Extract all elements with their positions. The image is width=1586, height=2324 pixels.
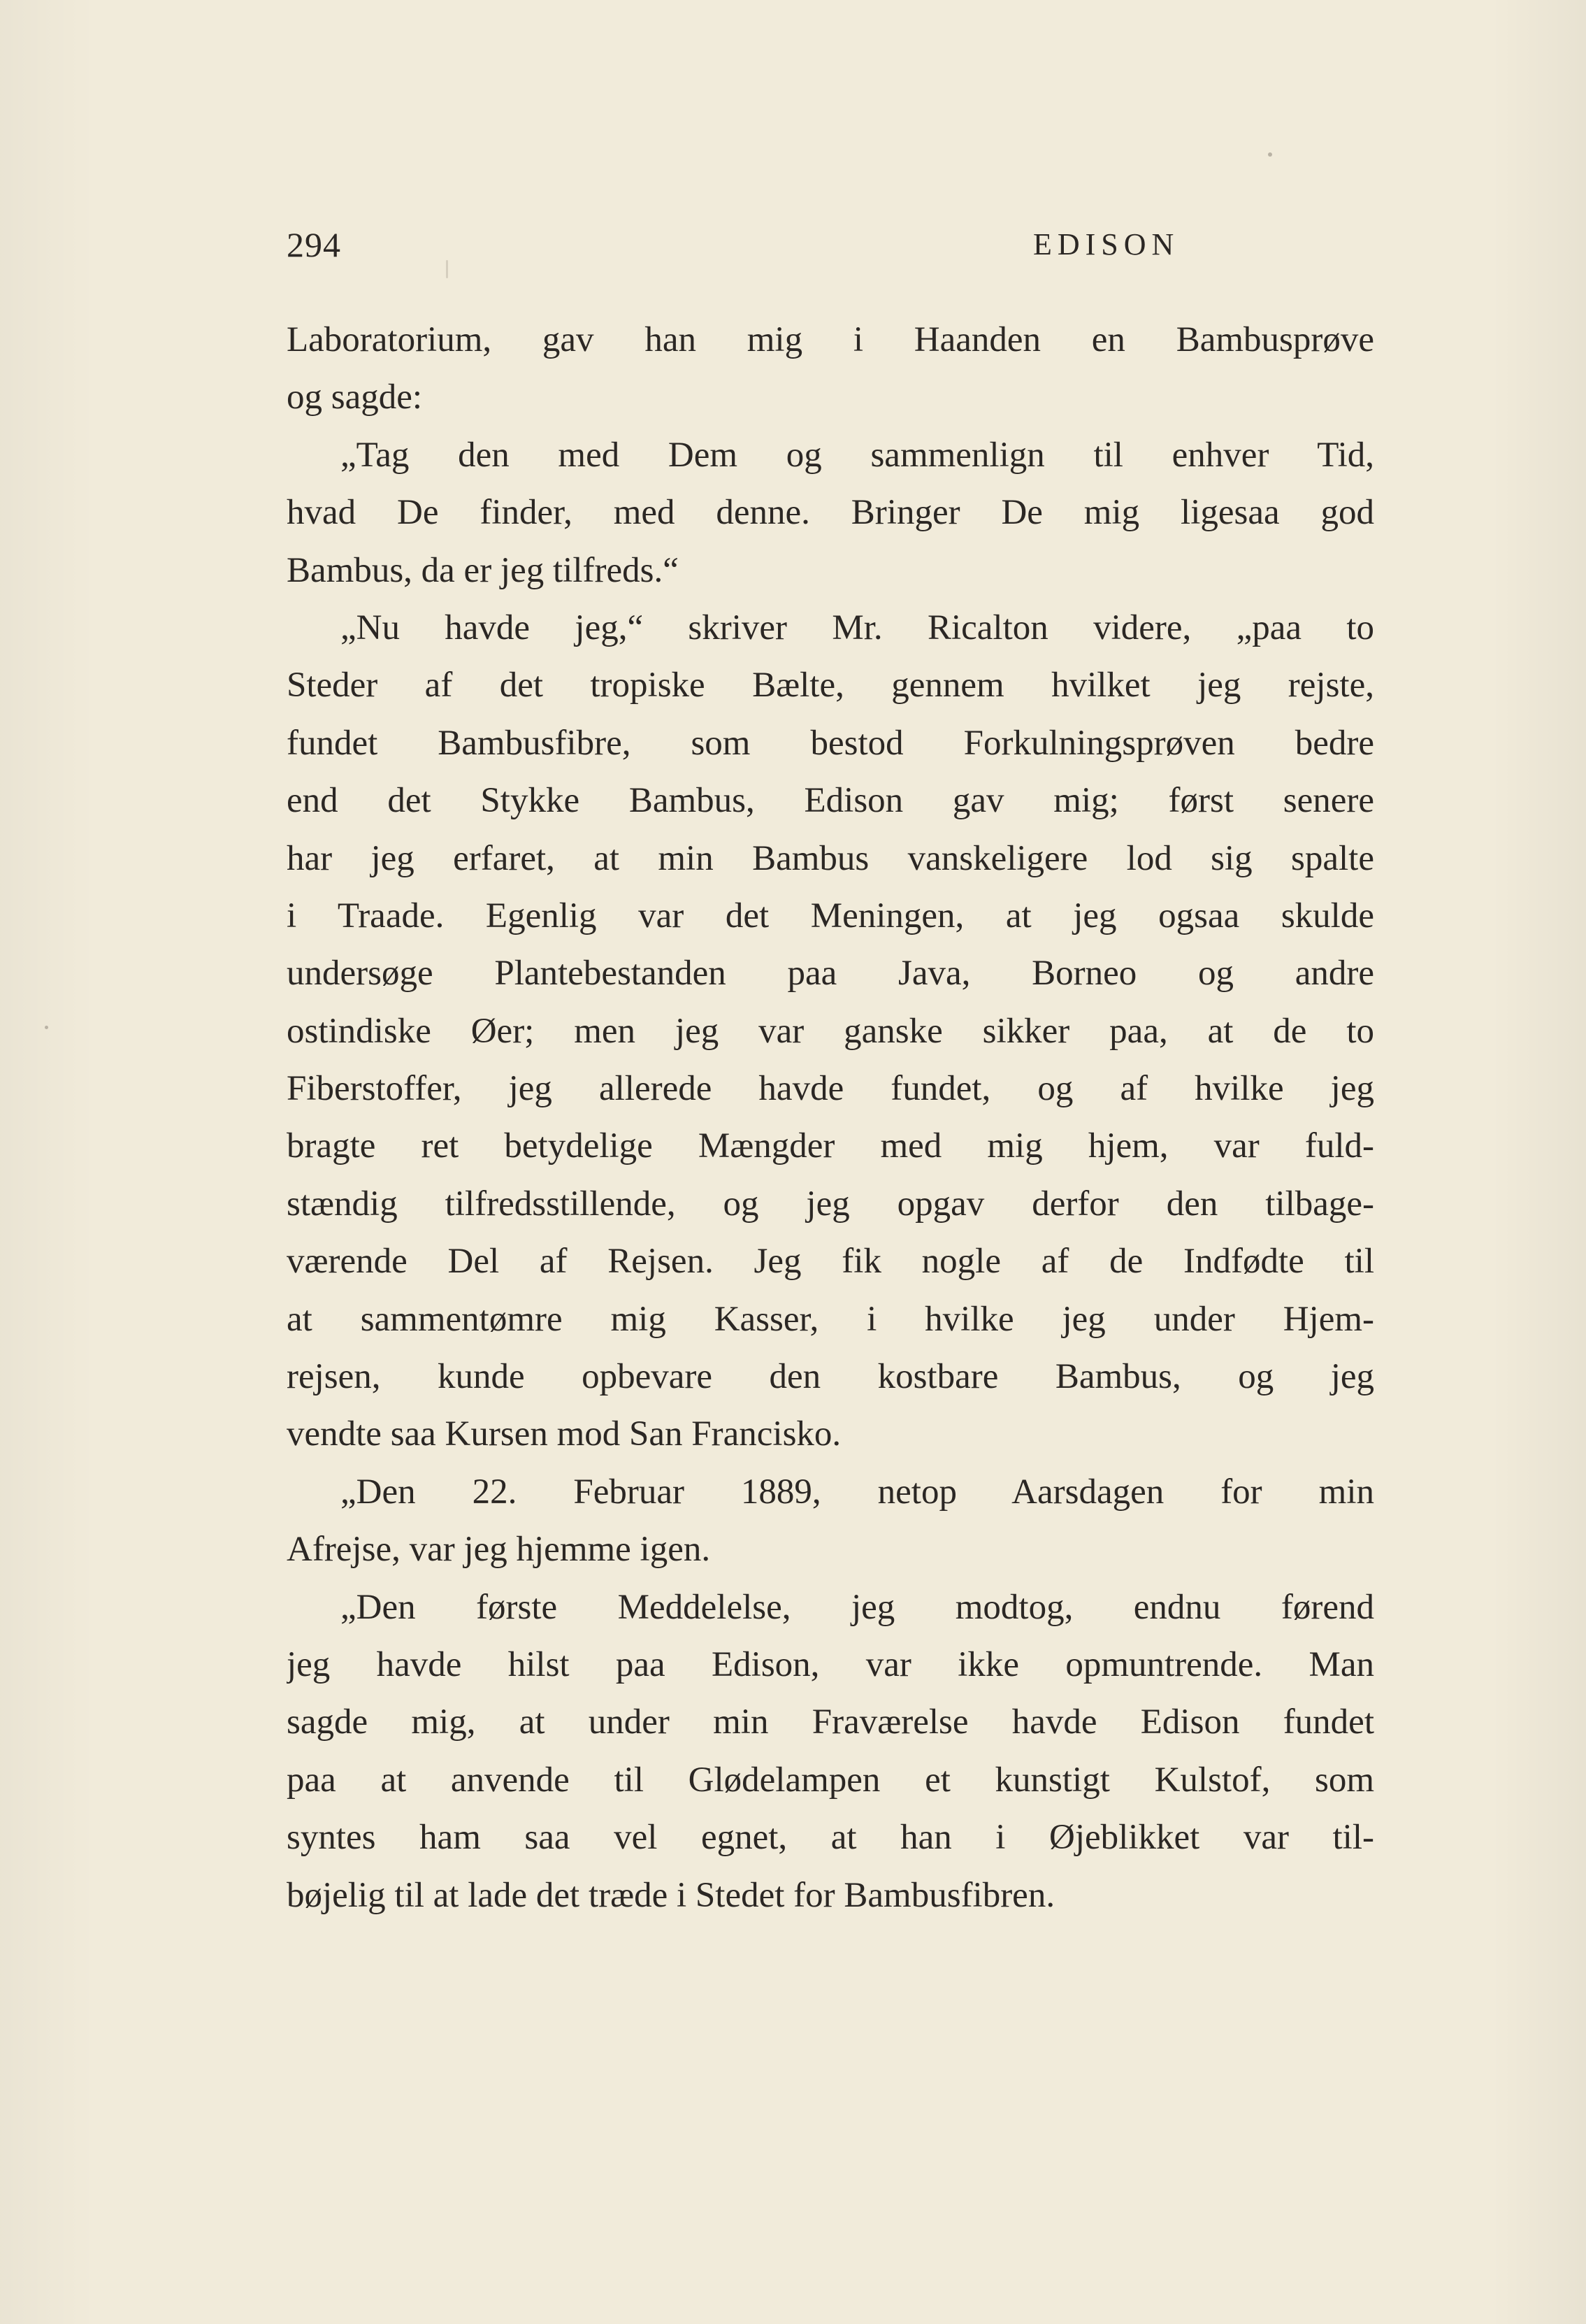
text-line: har jeg erfaret, at min Bambus vanskeligere lod sig spalte bbox=[287, 838, 1374, 878]
text-line: ostindiske Øer; men jeg var ganske sikker paa, at de to bbox=[287, 1011, 1374, 1051]
paper-speck bbox=[45, 1026, 48, 1029]
text-line: i Traade. Egenlig var det Meningen, at jeg ogsaa skulde bbox=[287, 896, 1374, 935]
text-line: undersøge Plantebestanden paa Java, Borneo og andre bbox=[287, 954, 1374, 994]
text-line: syntes ham saa vel egnet, at han i Øjeblikket var til- bbox=[287, 1818, 1374, 1858]
text-line: „Den 22. Februar 1889, netop Aarsdagen for min bbox=[340, 1472, 1374, 1512]
text-line: rejsen, kunde opbevare den kostbare Bambus, og jeg bbox=[287, 1357, 1374, 1397]
text-line: vendte saa Kursen mod San Francisko. bbox=[287, 1414, 842, 1454]
text-line: bragte ret betydelige Mængder med mig hjem, var fuld- bbox=[287, 1126, 1374, 1166]
running-title: EDISON bbox=[1033, 227, 1180, 261]
body-text bbox=[287, 311, 1374, 1924]
paper-speck bbox=[1268, 152, 1272, 157]
text-line: værende Del af Rejsen. Jeg fik nogle af de Indfødte til bbox=[287, 1242, 1374, 1282]
text-line: hvad De finder, med denne. Bringer De mig ligesaa god bbox=[287, 493, 1374, 533]
text-line: og sagde: bbox=[287, 378, 423, 417]
text-line: „Nu havde jeg,“ skriver Mr. Ricalton videre, „paa to bbox=[340, 608, 1374, 647]
text-line: paa at anvende til Glødelampen et kunstigt Kulstof, som bbox=[287, 1760, 1374, 1800]
text-line: fundet Bambusfibre, som bestod Forkulningsprøven bedre bbox=[287, 723, 1374, 763]
text-line: Fiberstoffer, jeg allerede havde fundet, og af hvilke jeg bbox=[287, 1069, 1374, 1109]
text-line: sagde mig, at under min Fraværelse havde Edison fundet bbox=[287, 1702, 1374, 1742]
page-number: 294 bbox=[287, 225, 341, 264]
text-line: Bambus, da er jeg tilfreds.“ bbox=[287, 550, 679, 590]
text-line: „Tag den med Dem og sammenlign til enhver Tid, bbox=[340, 435, 1374, 475]
text-line: at sammentømre mig Kasser, i hvilke jeg under Hjem- bbox=[287, 1299, 1374, 1339]
text-line: jeg havde hilst paa Edison, var ikke opmuntrende. Man bbox=[287, 1644, 1374, 1684]
paper-speck bbox=[446, 260, 448, 278]
text-line: Afrejse, var jeg hjemme igen. bbox=[287, 1530, 711, 1570]
text-line: Laboratorium, gav han mig i Haanden en Bambusprøve bbox=[287, 320, 1374, 359]
text-line: Steder af det tropiske Bælte, gennem hvilket jeg rejste, bbox=[287, 666, 1374, 705]
text-line: end det Stykke Bambus, Edison gav mig; først senere bbox=[287, 781, 1374, 821]
text-line: bøjelig til at lade det træde i Stedet for Bambusfibren. bbox=[287, 1875, 1055, 1915]
running-head bbox=[287, 222, 1374, 267]
text-line: „Den første Meddelelse, jeg modtog, endnu førend bbox=[340, 1587, 1374, 1627]
text-line: stændig tilfredsstillende, og jeg opgav derfor den tilbage- bbox=[287, 1184, 1374, 1224]
